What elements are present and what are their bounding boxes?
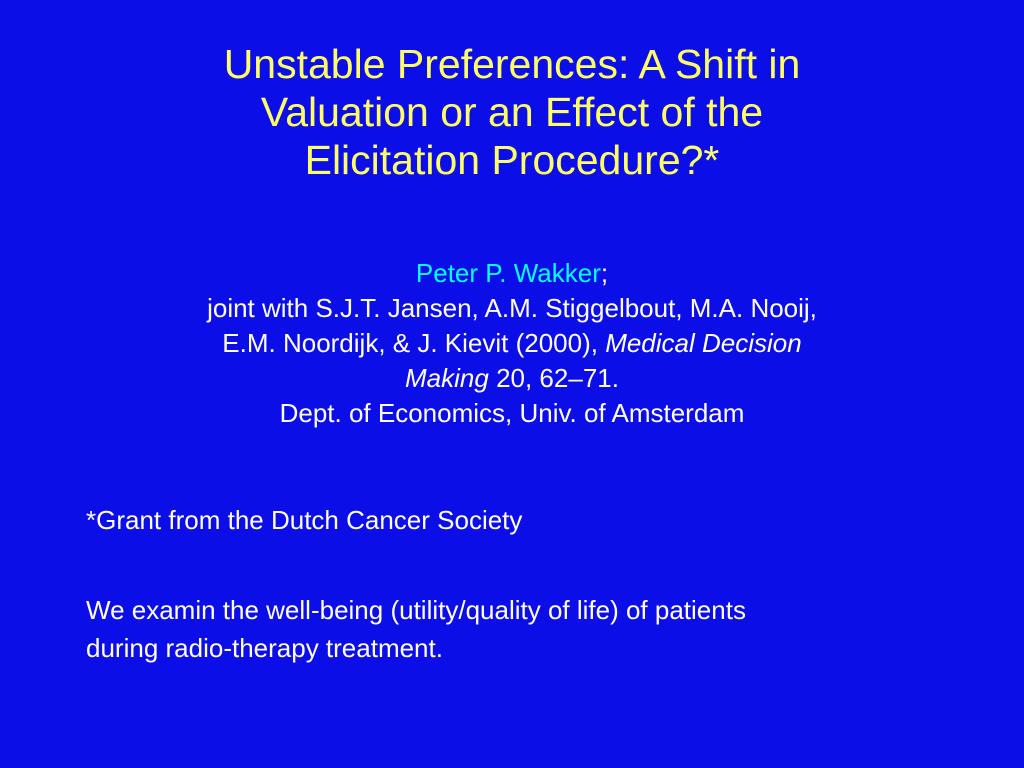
journal-name-part1: Medical Decision	[605, 328, 802, 358]
grant-note: *Grant from the Dutch Cancer Society	[86, 505, 523, 535]
author-block	[0, 256, 1024, 431]
title-line-3: Elicitation Procedure?*	[304, 137, 720, 183]
author-name: Peter P. Wakker	[415, 258, 601, 288]
affiliation: Dept. of Economics, Univ. of Amsterdam	[279, 398, 745, 428]
journal-name-part2: Making	[405, 363, 489, 393]
description-line-1: We examin the well-being (utility/quality of life) of patients	[86, 595, 746, 625]
coauthors-line: joint with S.J.T. Jansen, A.M. Stiggelbout, M.A. Nooij,	[207, 293, 817, 323]
citation-prefix: E.M. Noordijk, & J. Kievit (2000),	[222, 328, 606, 358]
slide-title	[0, 40, 1024, 184]
citation-suffix: 20, 62–71.	[488, 363, 619, 393]
description	[86, 591, 986, 667]
author-line	[0, 256, 1024, 291]
citation-line	[0, 326, 1024, 361]
title-line-2: Valuation or an Effect of the	[260, 89, 764, 135]
title-line-1: Unstable Preferences: A Shift in	[223, 41, 801, 87]
description-line-2: during radio-therapy treatment.	[86, 633, 443, 663]
citation-line-2	[0, 361, 1024, 396]
author-name-suffix: ;	[600, 258, 609, 288]
